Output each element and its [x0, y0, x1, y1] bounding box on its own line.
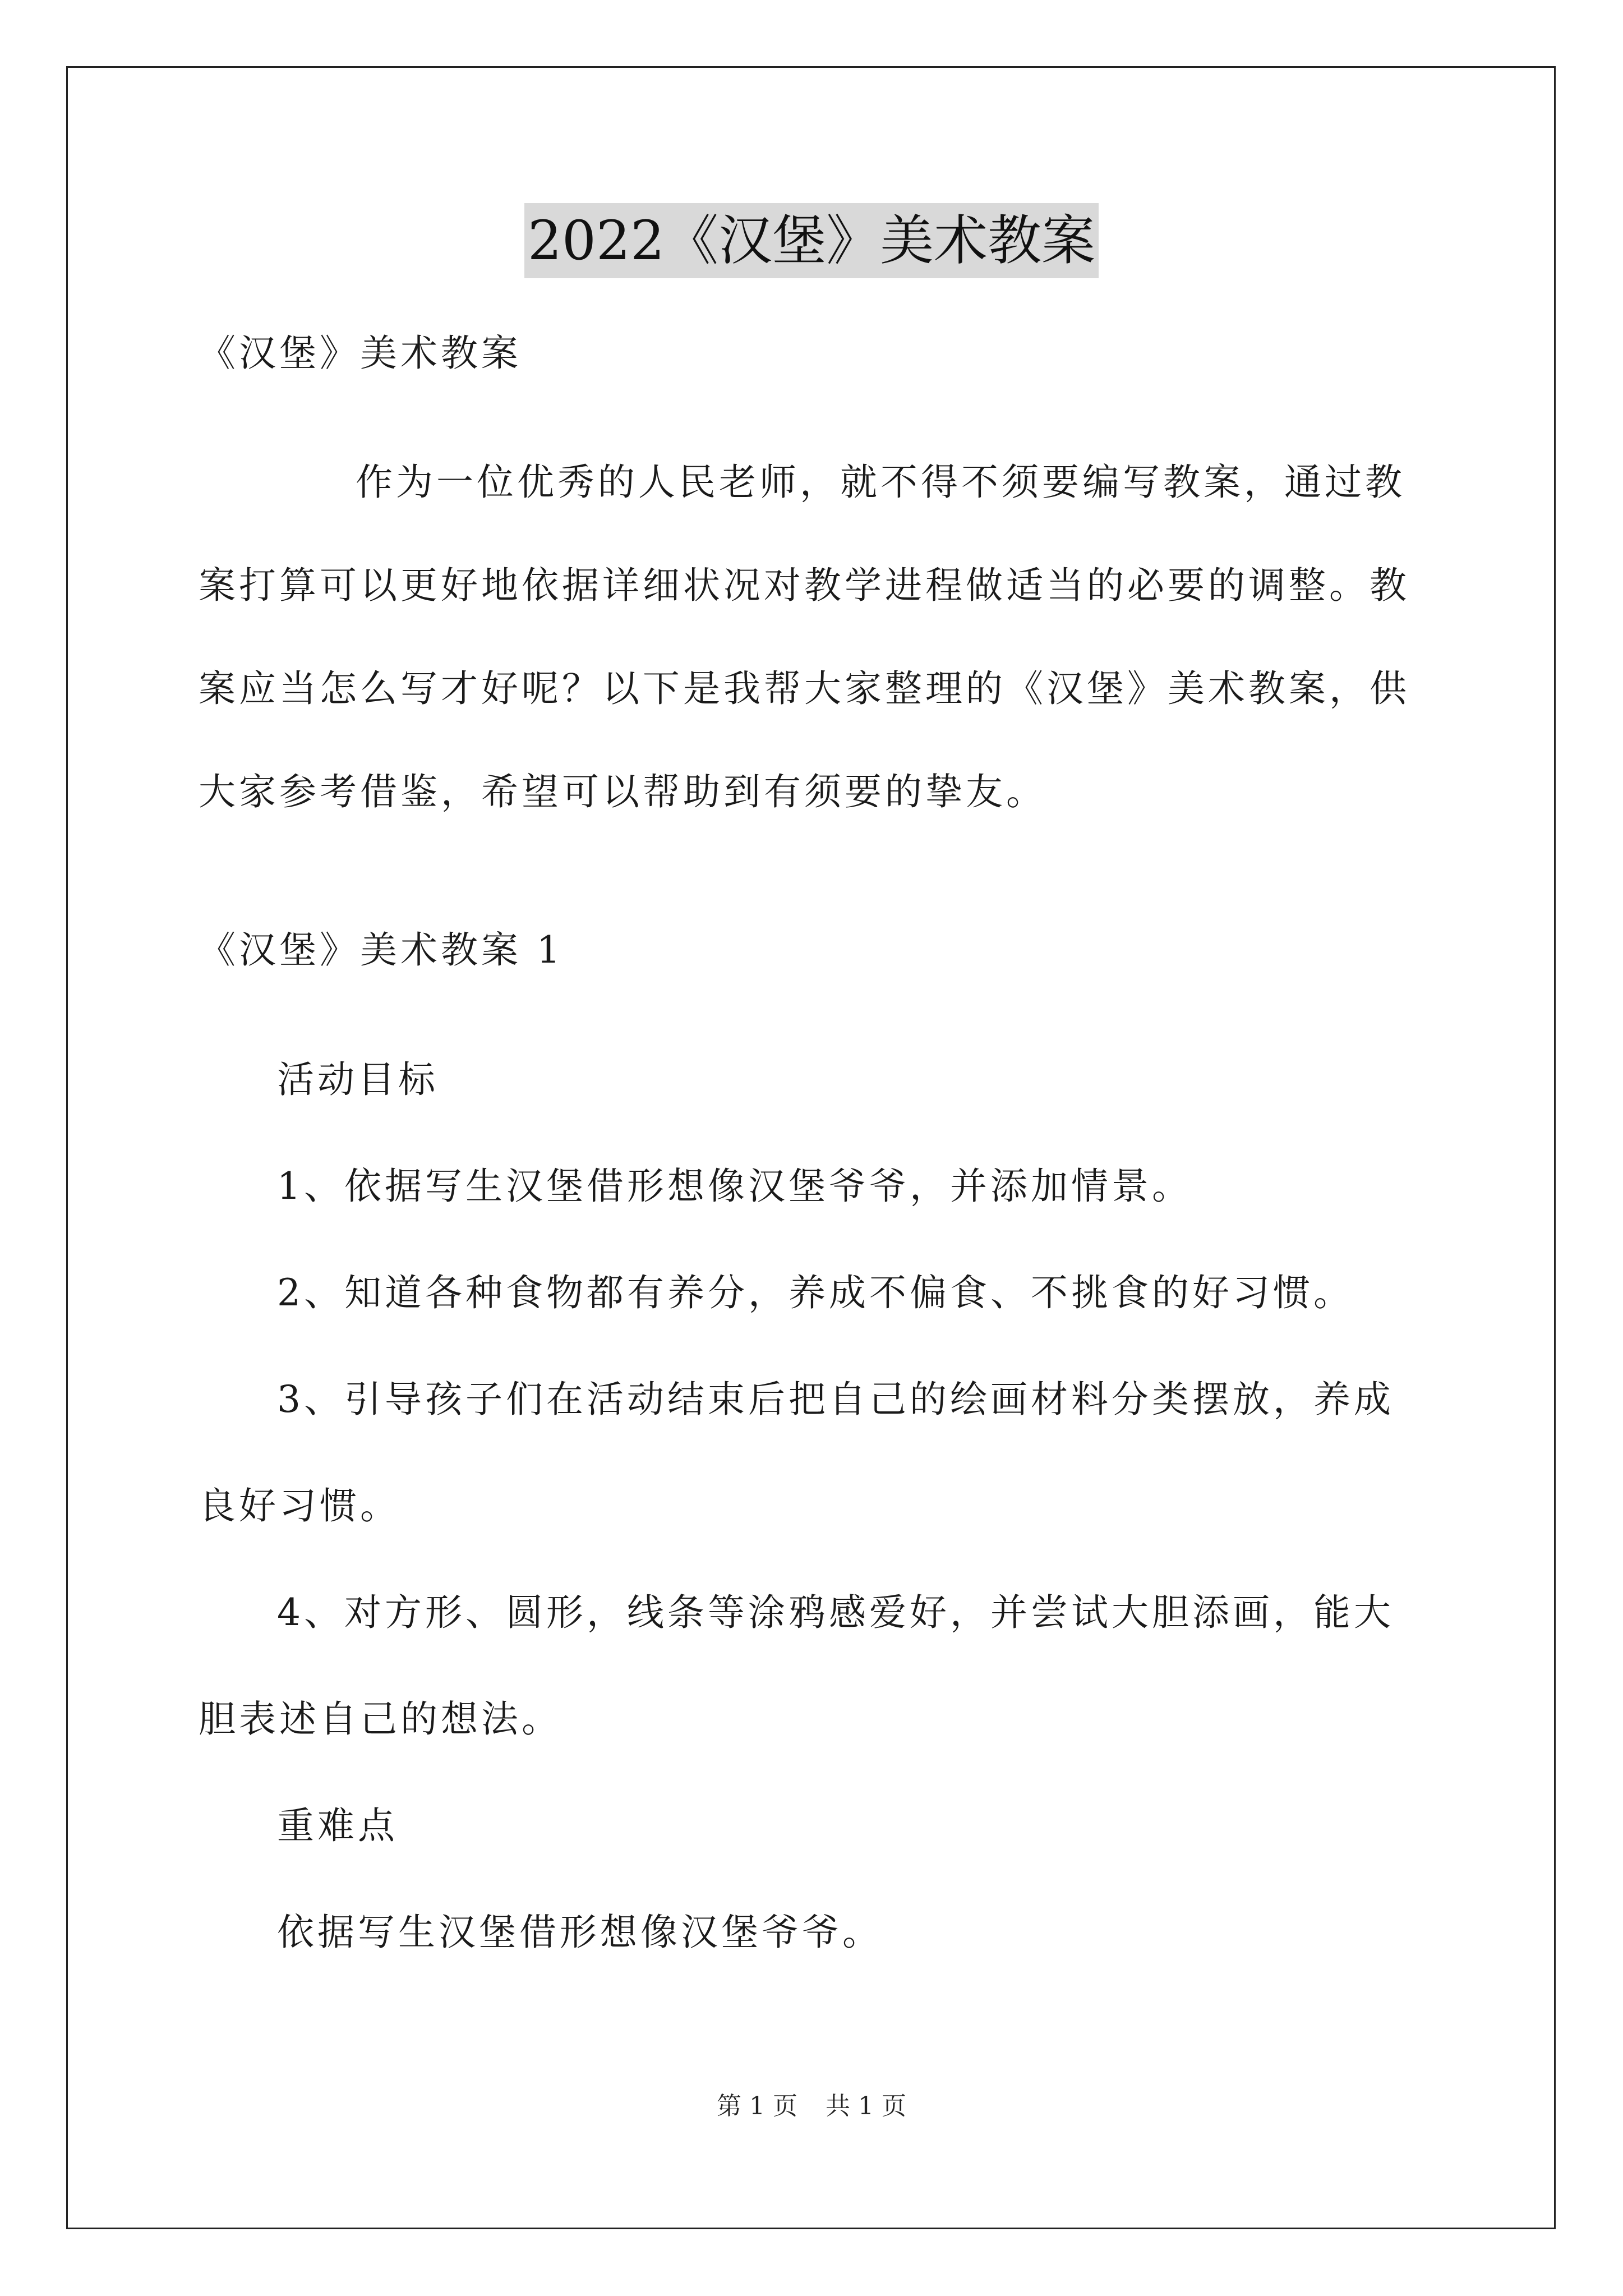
page-total: 共 1 页	[826, 2092, 906, 2120]
objective-item: 3、引导孩子们在活动结束后把自己的绘画材料分类摆放，养成良好习惯。	[199, 1378, 1394, 1527]
objective-item: 1、依据写生汉堡借形想像汉堡爷爷，并添加情景。	[277, 1165, 1192, 1208]
heading-objectives: 活动目标	[277, 1058, 439, 1101]
intro-paragraph: 作为一位优秀的人民老师，就不得不须要编写教案，通过教案打算可以更好地依据详细状况对教学进程做适当的必要的调整。教案应当怎么写才好呢？以下是我帮大家整理的《汉堡》美术教案，供大家参考借鉴，希望可以帮助到有须要的挚友。	[199, 461, 1410, 813]
heading-key-points: 重难点	[277, 1804, 398, 1847]
page-number: 第 1 页	[717, 2092, 797, 2120]
objective-item: 2、知道各种食物都有养分，养成不偏食、不挑食的好习惯。	[277, 1271, 1354, 1314]
document-subtitle: 《汉堡》美术教案	[199, 332, 522, 375]
title-container	[0, 203, 1623, 278]
key-point-text: 依据写生汉堡借形想像汉堡爷爷。	[277, 1911, 883, 1954]
section-title: 《汉堡》美术教案 1	[199, 928, 564, 972]
document-body	[199, 325, 1427, 1986]
objective-item: 4、对方形、圆形，线条等涂鸦感爱好，并尝试大胆添画，能大胆表述自己的想法。	[199, 1591, 1394, 1741]
page-footer	[0, 2086, 1623, 2122]
document-title: 2022《汉堡》美术教案	[524, 203, 1099, 278]
